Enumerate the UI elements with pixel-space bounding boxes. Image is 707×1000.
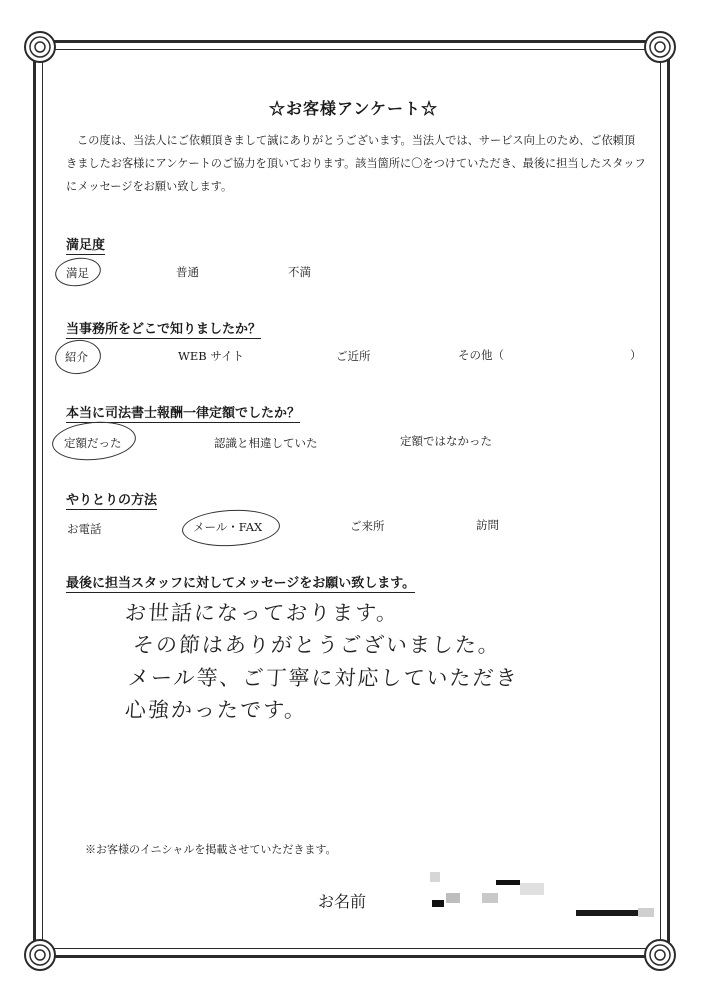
q2-option-other[interactable]: その他（ [458,348,504,362]
corner-ornament-top-left [23,30,57,64]
redaction-mark [432,900,444,907]
redaction-mark [430,872,440,882]
initials-note: ※お客様のイニシャルを掲載させていただきます。 [85,843,337,856]
redaction-mark [576,910,638,916]
corner-ornament-bottom-left [23,938,57,972]
q4-option-phone[interactable]: お電話 [67,522,102,536]
intro-text: この度は、当法人にご依頼頂きまして誠にありがとうございます。当法人では、サービス向上のため、ご依頼頂きましたお客様にアンケートのご協力を頂いております。該当箇所に〇をつけていただき、最後に担当したスタッフにメッセージをお願い致します。 [66,134,646,193]
q2-option-neighborhood[interactable]: ご近所 [336,349,371,363]
handwritten-message-line: メール等、ご丁寧に対応していただき [127,666,520,690]
q4-option-visit-office[interactable]: ご来所 [350,519,385,533]
q2-other-close-paren: ） [630,348,642,362]
q3-option-different[interactable]: 認識と相違していた [214,436,318,450]
q3-option-not-fixed[interactable]: 定額ではなかった [400,434,492,448]
redaction-mark [482,893,498,903]
corner-ornament-bottom-right [643,938,677,972]
redaction-mark [638,908,654,917]
q2-option-referral[interactable]: 紹介 [65,350,88,364]
q3-heading: 本当に司法書士報酬一律定額でしたか？ [66,406,301,421]
q4-heading: やりとりの方法 [66,493,158,508]
q2-option-website[interactable]: WEB サイト [178,349,245,363]
survey-title: ☆お客様アンケート☆ [268,99,439,118]
message-heading: 最後に担当スタッフに対してメッセージをお願い致します。 [66,576,416,591]
handwritten-message-line: その節はありがとうございました。 [132,633,502,657]
q2-heading: 当事務所をどこで知りましたか？ [66,322,262,337]
handwritten-message-line: お世話になっております。 [124,601,401,625]
q3-option-fixed[interactable]: 定額だった [64,436,122,450]
q4-option-mail-fax[interactable]: メール・FAX [193,520,263,534]
name-label: お名前 [318,892,367,911]
handwritten-message-line: 心強かったです。 [124,698,309,722]
q1-option-satisfied[interactable]: 満足 [66,266,89,280]
redaction-mark [446,893,460,903]
corner-ornament-top-right [643,30,677,64]
q1-option-unsatisfied[interactable]: 不満 [288,265,311,279]
q1-option-average[interactable]: 普通 [176,265,199,279]
redaction-mark [496,880,520,885]
q4-option-home-visit[interactable]: 訪問 [476,518,499,532]
q1-heading: 満足度 [66,238,106,253]
redaction-mark [520,883,544,895]
